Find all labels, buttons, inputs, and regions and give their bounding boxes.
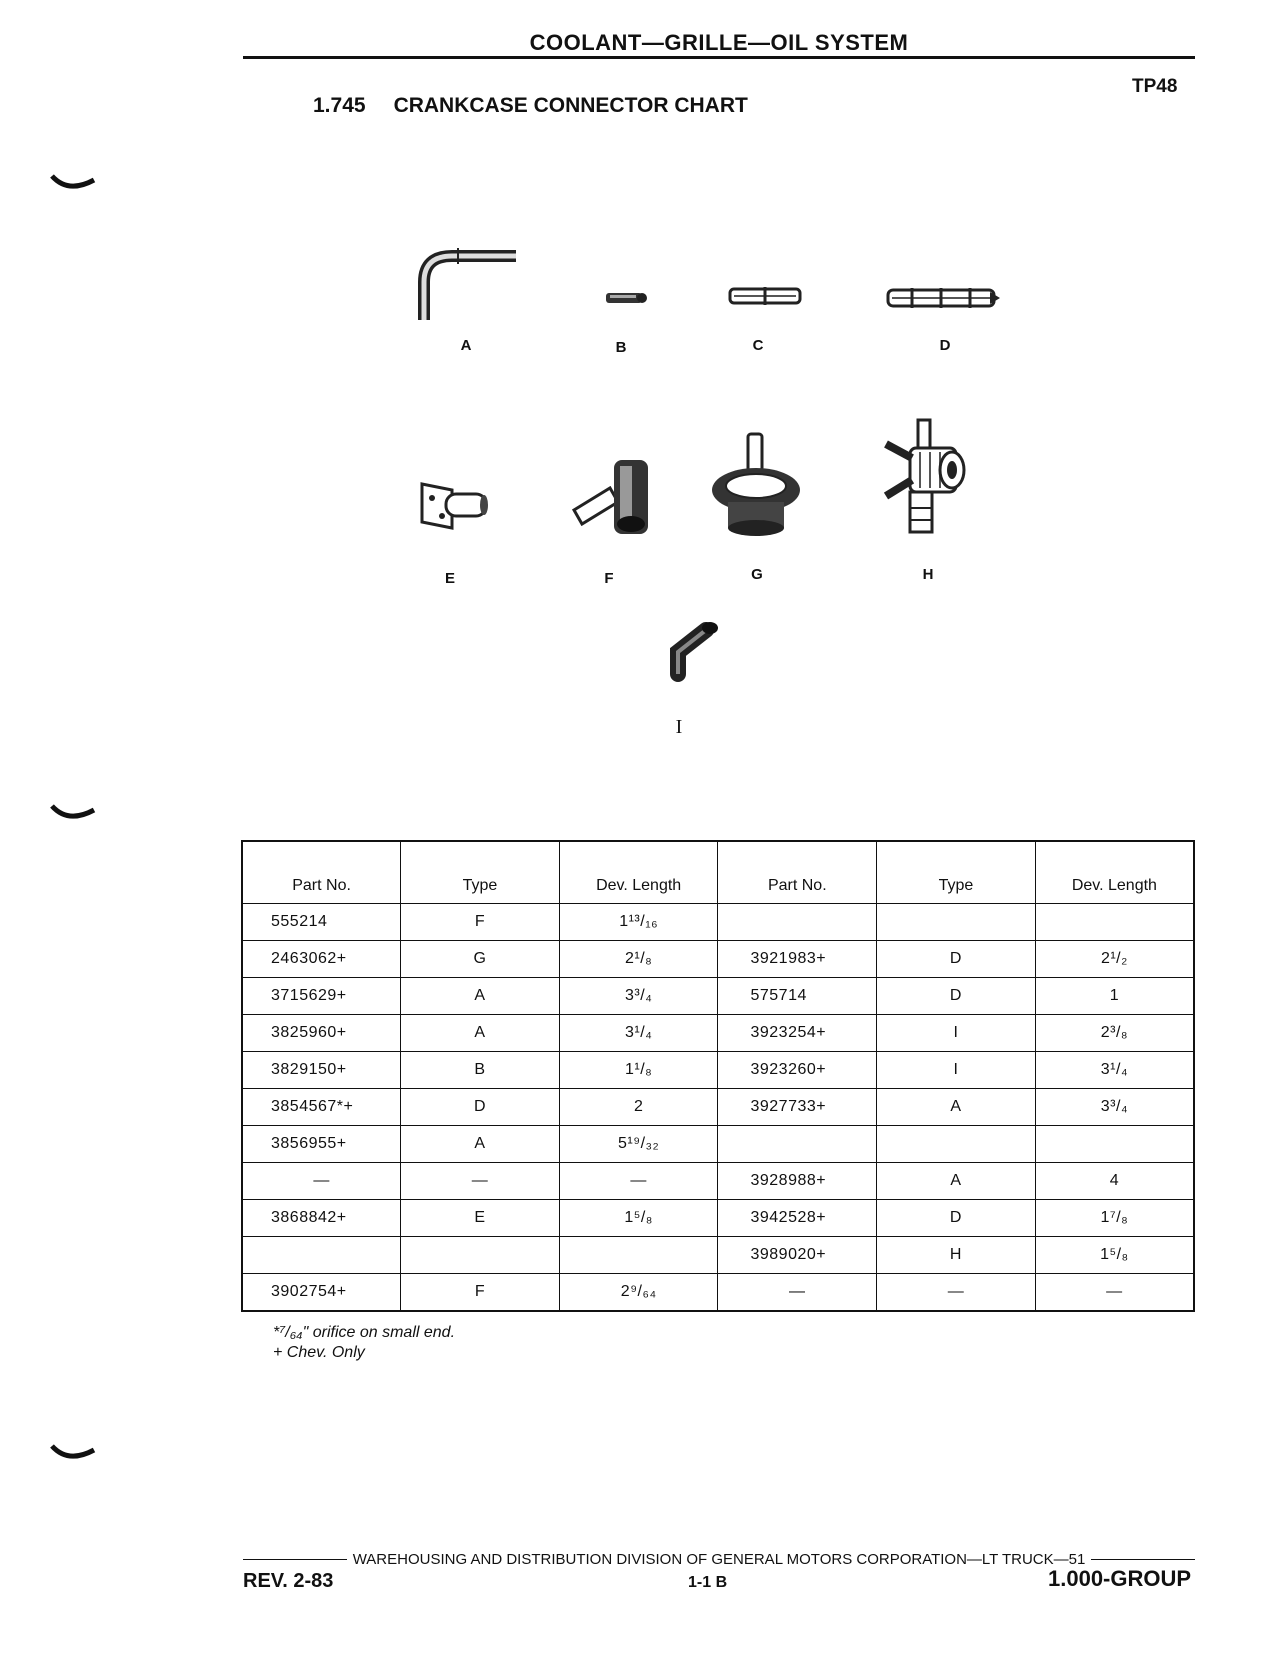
dev-length-cell: 3¹/₄ — [1035, 1052, 1194, 1089]
connector-c-illustration — [728, 284, 802, 308]
part-number-cell: 575714 — [718, 978, 877, 1015]
type-cell — [877, 904, 1036, 941]
column-header: Dev. Length — [559, 841, 718, 904]
part-number-cell: 3902754+ — [242, 1274, 401, 1312]
binder-hole-mark — [50, 172, 96, 194]
dev-length-cell: 1⁷/₈ — [1035, 1200, 1194, 1237]
dev-length-cell: 1¹³/₁₆ — [559, 904, 718, 941]
part-number-cell: 3854567*+ — [242, 1089, 401, 1126]
type-cell: — — [877, 1274, 1036, 1312]
footer-text: WAREHOUSING AND DISTRIBUTION DIVISION OF GENERAL MOTORS CORPORATION—LT TRUCK—51 — [352, 1551, 1086, 1568]
dev-length-cell — [1035, 904, 1194, 941]
footer-rule-left — [243, 1559, 347, 1560]
part-label-c: C — [752, 337, 764, 354]
group-code: 1.000-GROUP — [1048, 1566, 1192, 1591]
connector-b-illustration — [604, 288, 648, 308]
table-notes — [273, 1323, 455, 1363]
dev-length-cell: 1 — [1035, 978, 1194, 1015]
column-header: Type — [401, 841, 560, 904]
dev-length-cell: 2³/₈ — [1035, 1015, 1194, 1052]
part-label-f: F — [604, 570, 614, 587]
dev-length-cell: 2¹/₈ — [559, 941, 718, 978]
part-number-cell: 3923254+ — [718, 1015, 877, 1052]
type-cell: A — [877, 1163, 1036, 1200]
dev-length-cell — [559, 1237, 718, 1274]
connector-i-illustration — [666, 620, 720, 684]
type-cell: D — [877, 1200, 1036, 1237]
type-cell: A — [401, 1126, 560, 1163]
part-number-cell: 3923260+ — [718, 1052, 877, 1089]
note-chev-only: + Chev. Only — [273, 1344, 365, 1361]
type-cell: A — [401, 978, 560, 1015]
part-label-b: B — [615, 339, 627, 356]
part-number-cell: 3715629+ — [242, 978, 401, 1015]
type-cell: H — [877, 1237, 1036, 1274]
part-number-cell — [718, 904, 877, 941]
type-cell — [401, 1237, 560, 1274]
table-row — [242, 1089, 1194, 1126]
table-row — [242, 1274, 1194, 1312]
dev-length-cell: 3³/₄ — [559, 978, 718, 1015]
connector-f-illustration — [570, 450, 654, 540]
section-number: 1.745 — [313, 94, 366, 117]
dev-length-cell: — — [1035, 1274, 1194, 1312]
part-number-cell: 3829150+ — [242, 1052, 401, 1089]
table-row — [242, 1052, 1194, 1089]
type-cell — [877, 1126, 1036, 1163]
table-row — [242, 941, 1194, 978]
column-header: Dev. Length — [1035, 841, 1194, 904]
dev-length-cell — [1035, 1126, 1194, 1163]
table-row — [242, 1015, 1194, 1052]
dev-length-cell: — — [559, 1163, 718, 1200]
dev-length-cell: 5¹⁹/₃₂ — [559, 1126, 718, 1163]
part-number-cell — [718, 1126, 877, 1163]
type-cell: I — [877, 1015, 1036, 1052]
column-header: Part No. — [242, 841, 401, 904]
part-number-cell: — — [242, 1163, 401, 1200]
connector-a-illustration — [412, 244, 522, 324]
connector-h-illustration — [880, 416, 976, 538]
table-row — [242, 1237, 1194, 1274]
type-cell: B — [401, 1052, 560, 1089]
binder-hole-mark — [50, 1442, 96, 1464]
dev-length-cell: 1¹/₈ — [559, 1052, 718, 1089]
type-cell: F — [401, 1274, 560, 1312]
part-label-d: D — [939, 337, 951, 354]
dev-length-cell: 2 — [559, 1089, 718, 1126]
part-number-cell: 3825960+ — [242, 1015, 401, 1052]
part-label-i: I — [675, 716, 683, 738]
section-name: CRANKCASE CONNECTOR CHART — [393, 94, 748, 117]
connector-d-illustration — [886, 284, 1002, 312]
part-number-cell: 3942528+ — [718, 1200, 877, 1237]
column-header: Type — [877, 841, 1036, 904]
revision-date: REV. 2-83 — [243, 1570, 334, 1592]
part-label-e: E — [444, 570, 455, 587]
note-orifice: *⁷/₆₄" orifice on small end. — [273, 1324, 456, 1341]
table-row — [242, 904, 1194, 941]
dev-length-cell: 3¹/₄ — [559, 1015, 718, 1052]
type-cell: — — [401, 1163, 560, 1200]
part-label-h: H — [922, 566, 934, 583]
type-cell: D — [877, 978, 1036, 1015]
type-cell: F — [401, 904, 560, 941]
binder-hole-mark — [50, 802, 96, 824]
type-cell: A — [877, 1089, 1036, 1126]
footer-rule-right — [1091, 1559, 1195, 1560]
part-number-cell: 3868842+ — [242, 1200, 401, 1237]
part-number-cell: 3927733+ — [718, 1089, 877, 1126]
part-number-cell: 3921983+ — [718, 941, 877, 978]
type-cell: D — [877, 941, 1036, 978]
dev-length-cell: 2⁹/₆₄ — [559, 1274, 718, 1312]
type-cell: I — [877, 1052, 1036, 1089]
table-row — [242, 1200, 1194, 1237]
connector-e-illustration — [416, 476, 492, 534]
page-number: 1-1 B — [688, 1574, 728, 1591]
type-cell: G — [401, 941, 560, 978]
type-cell: A — [401, 1015, 560, 1052]
table-row — [242, 1163, 1194, 1200]
part-number-cell: — — [718, 1274, 877, 1312]
part-label-a: A — [460, 337, 472, 354]
connector-chart-table — [241, 840, 1195, 1312]
header-rule — [243, 56, 1195, 59]
type-cell: E — [401, 1200, 560, 1237]
dev-length-cell: 3³/₄ — [1035, 1089, 1194, 1126]
part-number-cell: 2463062+ — [242, 941, 401, 978]
table-row — [242, 1126, 1194, 1163]
dev-length-cell: 1⁵/₈ — [1035, 1237, 1194, 1274]
type-cell: D — [401, 1089, 560, 1126]
part-number-cell: 555214 — [242, 904, 401, 941]
part-number-cell — [242, 1237, 401, 1274]
page-header-title: COOLANT—GRILLE—OIL SYSTEM — [529, 30, 909, 55]
section-title — [313, 94, 748, 118]
dev-length-cell: 4 — [1035, 1163, 1194, 1200]
dev-length-cell: 1⁵/₈ — [559, 1200, 718, 1237]
table-row — [242, 978, 1194, 1015]
part-number-cell: 3928988+ — [718, 1163, 877, 1200]
connector-g-illustration — [706, 430, 806, 540]
part-number-cell: 3989020+ — [718, 1237, 877, 1274]
table-header-row — [242, 841, 1194, 904]
part-label-g: G — [751, 566, 763, 583]
part-number-cell: 3856955+ — [242, 1126, 401, 1163]
dev-length-cell: 2¹/₂ — [1035, 941, 1194, 978]
page-code: TP48 — [1132, 76, 1178, 97]
column-header: Part No. — [718, 841, 877, 904]
